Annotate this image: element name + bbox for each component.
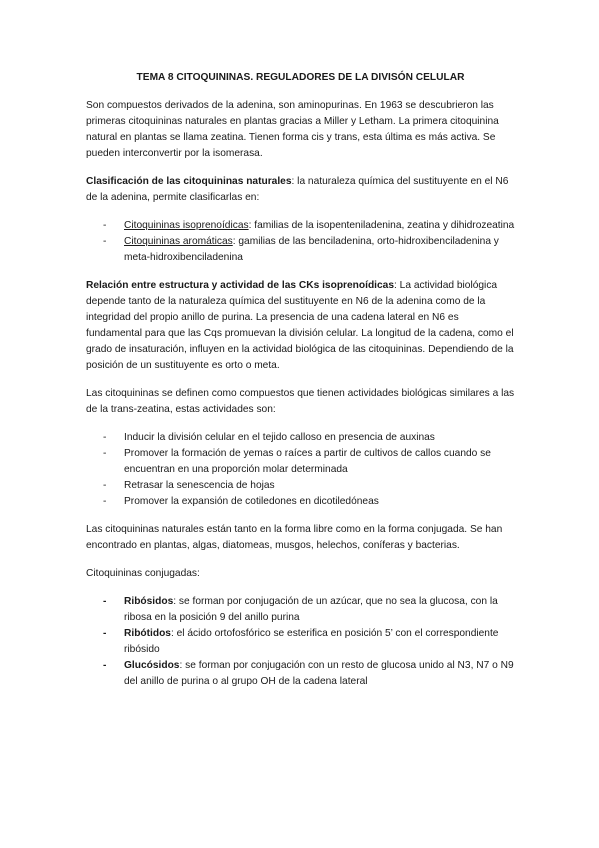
relation-heading: Relación entre estructura y actividad de las CKs isoprenoídicas [86, 280, 394, 291]
classification-list [86, 218, 515, 266]
list-item-term: Ribótidos [124, 628, 171, 639]
dash-marker: - [103, 496, 107, 507]
list-item [86, 430, 515, 446]
list-item [86, 218, 515, 234]
list-item [86, 658, 515, 690]
classification-text: : la naturaleza química del sustituyente en el N6 de la adenina, permite clasificarlas en: [86, 176, 509, 203]
classification-heading: Clasificación de las citoquininas naturales [86, 176, 292, 187]
activities-list [86, 430, 515, 510]
list-item [86, 478, 515, 494]
dash-marker: - [103, 660, 107, 671]
dash-marker: - [103, 236, 107, 247]
natural-paragraph: Las citoquininas naturales están tanto en la forma libre como en la forma conjugada. Se han encontrado en plantas, algas, diatomeas, musgos, helechos, coníferas y bacterias. [86, 524, 503, 551]
dash-marker: - [103, 432, 107, 443]
dash-marker: - [103, 220, 107, 231]
intro-paragraph: Son compuestos derivados de la adenina, son aminopurinas. En 1963 se descubrieron las primeras citoquininas naturales en plantas gracias a Miller y Letham. La primera citoquinina natural en plantas se llama zeatina. Tienen forma cis y trans, esta última es más activa. Se pueden interconvertir por la isomerasa. [86, 100, 499, 159]
list-item-text: : familias de la isopenteniladenina, zeatina y dihidrozeatina [248, 220, 515, 231]
list-item-text: : se forman por conjugación con un resto de glucosa unido al N3, N7 o N9 del anillo de purina o al grupo OH de la cadena lateral [124, 660, 514, 687]
conjugated-heading: Citoquininas conjugadas: [86, 568, 200, 579]
list-item-term: Glucósidos [124, 660, 180, 671]
list-item-text: : gamilias de las benciladenina, orto-hidroxibenciladenina y meta-hidroxibenciladenina [124, 236, 499, 263]
dash-marker: - [103, 448, 107, 459]
list-item-text: Promover la formación de yemas o raíces a partir de cultivos de callos cuando se encuentran en una proporción molar determinada [124, 448, 491, 475]
list-item-text: : se forman por conjugación de un azúcar, que no sea la glucosa, con la ribosa en la posición 9 del anillo purina [124, 596, 498, 623]
relation-text: : La actividad biológica depende tanto de la naturaleza química del sustituyente en N6 de la adenina como de la integridad del propio anillo de purina. La presencia de una cadena lateral en N6 es fundamental para que las Cqs promuevan la división celular. La longitud de la cadena, como el grado de insaturación, influyen en la actividad biológica de las citoquininas. Dependiendo de la posición de un sustituyente es orto o meta. [86, 280, 514, 371]
classification-paragraph [86, 174, 515, 206]
list-item [86, 494, 515, 510]
dash-marker: - [103, 628, 107, 639]
list-item [86, 626, 515, 658]
conjugated-list [86, 594, 515, 690]
dash-marker: - [103, 596, 107, 607]
list-item-text: Retrasar la senescencia de hojas [124, 480, 275, 491]
list-item-term: Citoquininas aromáticas [124, 236, 233, 247]
relation-paragraph [86, 278, 515, 374]
list-item [86, 446, 515, 478]
dash-marker: - [103, 480, 107, 491]
list-item-term: Citoquininas isoprenoídicas [124, 220, 249, 231]
list-item [86, 594, 515, 626]
list-item-text: Inducir la división celular en el tejido calloso en presencia de auxinas [124, 432, 435, 443]
page-title: TEMA 8 CITOQUININAS. REGULADORES DE LA DIVISÓN CELULAR [136, 72, 465, 83]
list-item-text: : el ácido ortofosfórico se esterifica en posición 5’ con el correspondiente ribósido [124, 628, 499, 655]
list-item [86, 234, 515, 266]
list-item-term: Ribósidos [124, 596, 174, 607]
list-item-text: Promover la expansión de cotiledones en dicotiledóneas [124, 496, 379, 507]
activities-intro: Las citoquininas se definen como compuestos que tienen actividades biológicas similares a las de la trans-zeatina, estas actividades son: [86, 388, 515, 415]
